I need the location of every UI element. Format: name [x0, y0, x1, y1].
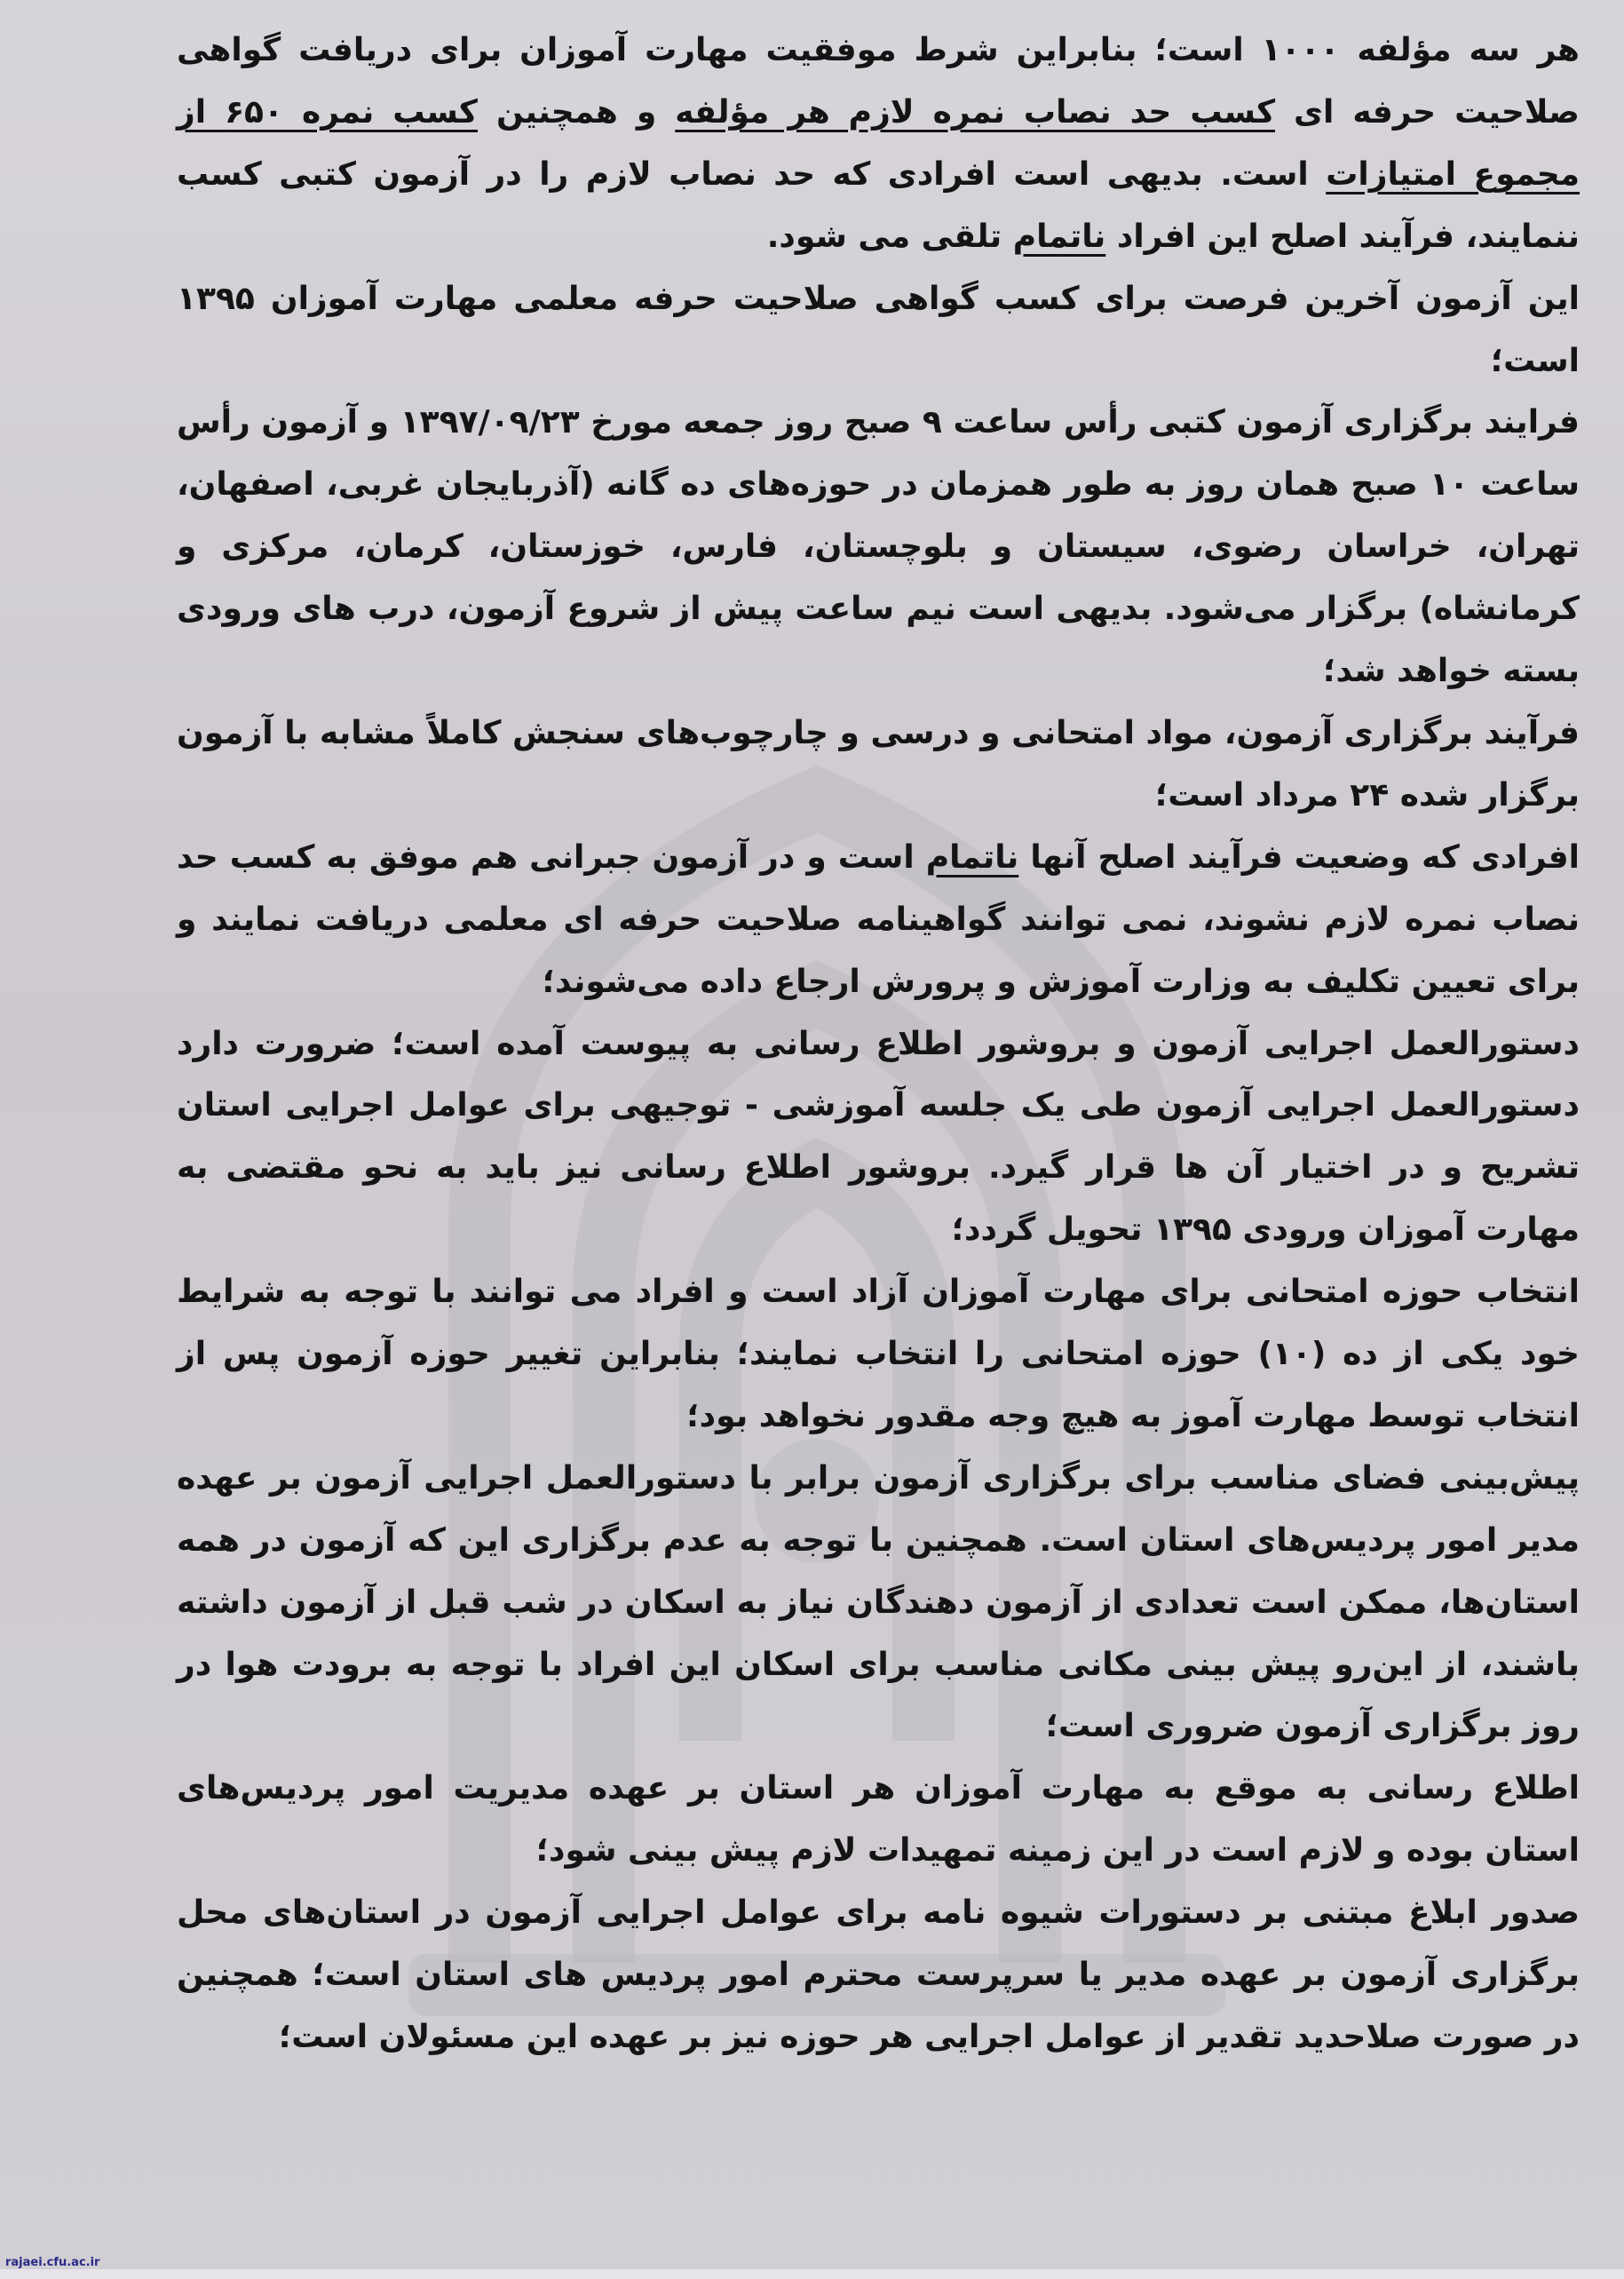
paragraph-text: فرایند برگزاری آزمون کتبی رأس ساعت ۹ صبح روز جمعه مورخ ۱۳۹۷/۰۹/۲۳ و آزمون رأس ساعت ۱۰ صبح همان روز به طور همزمان در حوزه‌های ده گانه (آذربایجان غربی، اصفهان، تهران، خراسان رضوی، سیستان و بلوچستان، فارس، خوزستان، کرمان، مرکزی و کرمانشاه) برگزار می‌شود. بدیهی است نیم ساعت پیش از شروع آزمون، درب های ورودی بسته خواهد شد؛ [177, 404, 1580, 690]
paragraph-text: صدور ابلاغ مبتنی بر دستورات شیوه نامه برای عوامل اجرایی آزمون در استان‌های محل برگزاری آزمون بر عهده مدیر یا سرپرست محترم امور پردیس های استان است؛ همچنین در صورت صلاحدید تقدیر از عوامل اجرایی هر حوزه نیز بر عهده این مسئولان است؛ [177, 1894, 1580, 2055]
paragraph-text: فرآیند برگزاری آزمون، مواد امتحانی و درسی و چارچوب‌های سنجش کاملاً مشابه با آزمون برگزار شده ۲۴ مرداد است؛ [177, 714, 1580, 814]
paragraph [177, 1261, 1580, 1448]
underlined-text: کسب حد نصاب نمره لازم هر مؤلفه [675, 93, 1276, 131]
underlined-text: ناتمام [925, 838, 1019, 876]
paragraph [177, 20, 1580, 268]
paragraph-text: و همچنین [477, 93, 676, 131]
paragraph-text: هر سه مؤلفه ۱۰۰۰ است؛ بنابراین شرط موفقیت مهارت آموزان برای دریافت گواهی صلاحیت حرفه ای [177, 32, 1580, 131]
paragraph-text: اطلاع رسانی به موقع به مهارت آموزان هر استان بر عهده مدیریت امور پردیس‌های استان بوده و لازم است در این زمینه تمهیدات لازم پیش بینی شود؛ [177, 1770, 1580, 1870]
footer-site-tag: rajaei.cfu.ac.ir [5, 2256, 100, 2269]
paragraph-text: این آزمون آخرین فرصت برای کسب گواهی صلاحیت حرفه معلمی مهارت آموزان ۱۳۹۵ است؛ [177, 280, 1580, 379]
paragraph [177, 1758, 1580, 1882]
paragraph-text: انتخاب حوزه امتحانی برای مهارت آموزان آزاد است و افراد می توانند با توجه به شرایط خود یکی از ده (۱۰) حوزه امتحانی را انتخاب نمایند؛ بنابراین تغییر حوزه آزمون پس از انتخاب توسط مهارت آموز به هیچ وجه مقدور نخواهد بود؛ [177, 1274, 1580, 1434]
footer-strip [0, 2269, 1624, 2279]
paragraph [177, 1448, 1580, 1759]
paragraph-text: دستورالعمل اجرایی آزمون و بروشور اطلاع رسانی به پیوست آمده است؛ ضرورت دارد دستورالعمل اجرایی آزمون طی یک جلسه آموزشی - توجیهی برای عوامل اجرایی استان تشریح و در اختیار آن ها قرار گیرد. بروشور اطلاع رسانی نیز باید به نحو مقتضی به مهارت آموزان ورودی ۱۳۹۵ تحویل گردد؛ [177, 1025, 1580, 1249]
paragraph-text: تلقی می شود. [766, 218, 1013, 255]
underlined-text: کسب نمره ۶۵۰ از مجموع امتیازات [177, 93, 1580, 193]
underlined-text: ناتمام [1012, 218, 1106, 255]
paragraph-text: است و در آزمون جبرانی هم موفق به کسب حد نصاب نمره لازم نشوند، نمی توانند گواهینامه صلاحیت حرفه ای معلمی دریافت نمایند و برای تعیین تکلیف به وزارت آموزش و پرورش ارجاع داده می‌شوند؛ [177, 838, 1580, 1000]
document-body [177, 20, 1580, 2069]
paragraph-text: پیش‌بینی فضای مناسب برای برگزاری آزمون برابر با دستورالعمل اجرایی آزمون بر عهده مدیر امور پردیس‌های استان است. همچنین با توجه به عدم برگزاری این که آزمون در همه استان‌ها، ممکن است تعدادی از آزمون دهندگان نیاز به اسکان در شب قبل از آزمون داشته باشند، از این‌رو پیش بینی مکانی مناسب برای اسکان این افراد با توجه به برودت هوا در روز برگزاری آزمون ضروری است؛ [177, 1459, 1580, 1745]
paragraph [177, 1882, 1580, 2069]
paragraph [177, 703, 1580, 827]
paragraph [177, 268, 1580, 393]
paragraph [177, 392, 1580, 703]
paragraph [177, 1013, 1580, 1262]
paragraph [177, 827, 1580, 1013]
paragraph-text: است. بدیهی است افرادی که حد نصاب لازم را در آزمون کتبی کسب ننمایند، فرآیند اصلح این افراد [177, 155, 1580, 255]
paragraph-text: افرادی که وضعیت فرآیند اصلح آنها [1018, 838, 1580, 876]
